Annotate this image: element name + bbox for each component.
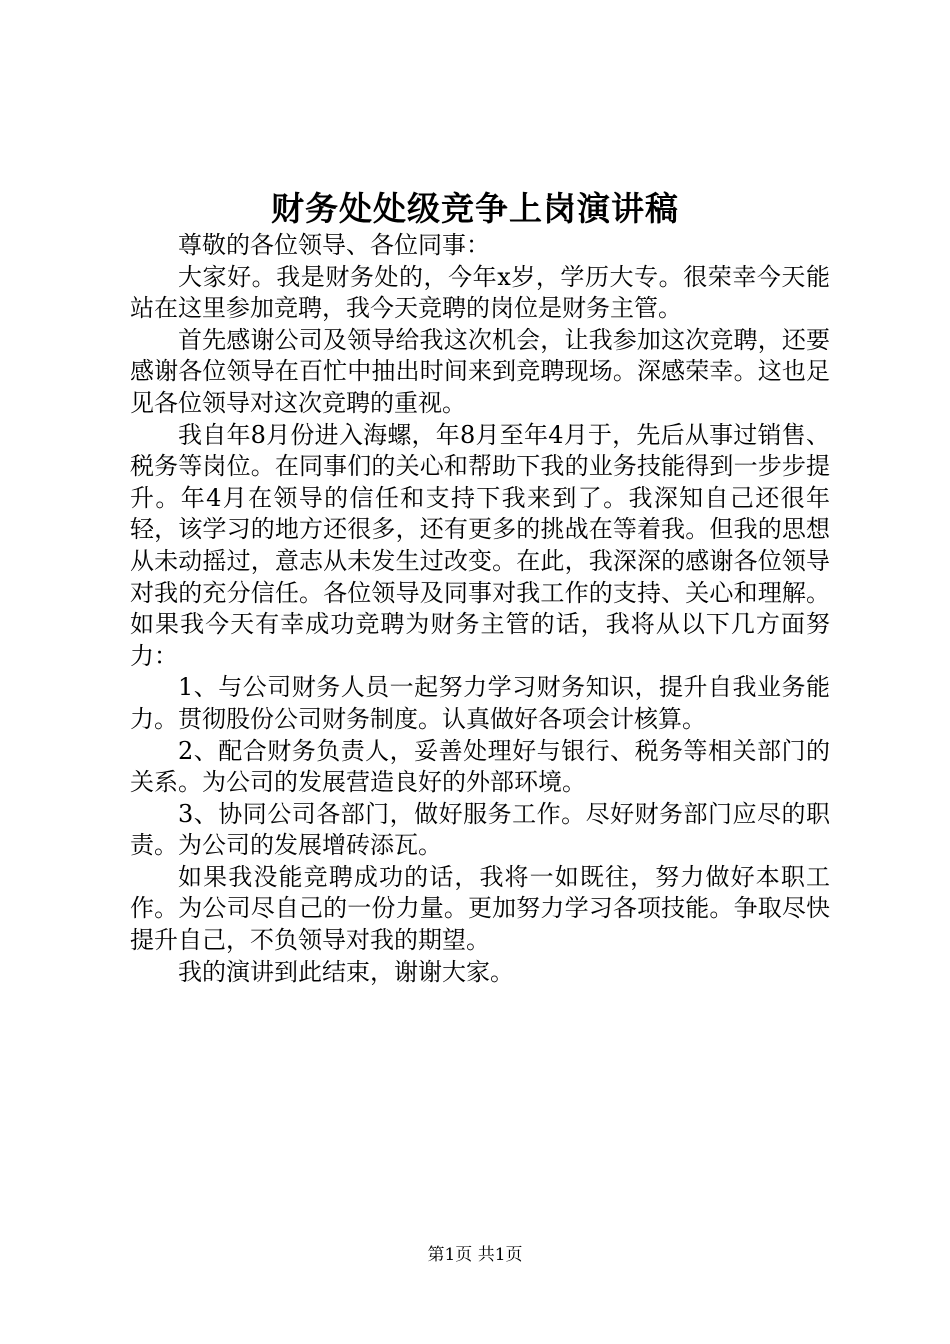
- paragraph-intro: 大家好。我是财务处的，今年x岁，学历大专。很荣幸今天能站在这里参加竞聘，我今天竞聘的岗位是财务主管。: [130, 262, 830, 323]
- salutation: 尊敬的各位领导、各位同事：: [178, 231, 490, 259]
- paragraph-closing: 我的演讲到此结束，谢谢大家。: [178, 957, 514, 986]
- list-item-3: 3、协同公司各部门，做好服务工作。尽好财务部门应尽的职责。为公司的发展增砖添瓦。: [130, 799, 830, 860]
- list-item-2: 2、配合财务负责人，妥善处理好与银行、税务等相关部门的关系。为公司的发展营造良好的外部环境。: [130, 736, 830, 797]
- paragraph-fallback: 如果我没能竞聘成功的话，我将一如既往，努力做好本职工作。为公司尽自己的一份力量。更加努力学习各项技能。争取尽快提升自己，不负领导对我的期望。: [130, 862, 830, 955]
- document-title: 财务处处级竞争上岗演讲稿: [271, 189, 679, 228]
- paragraph-thanks: 首先感谢公司及领导给我这次机会，让我参加这次竞聘，还要感谢各位领导在百忙中抽出时间来到竞聘现场。深感荣幸。这也足见各位领导对这次竞聘的重视。: [130, 325, 830, 417]
- page-footer: 第1页 共1页: [427, 1245, 523, 1265]
- document-body: [130, 230, 830, 988]
- list-item-1: 1、与公司财务人员一起努力学习财务知识，提升自我业务能力。贯彻股份公司财务制度。认真做好各项会计核算。: [130, 673, 830, 733]
- paragraph-experience: 我自年8月份进入海螺，年8月至年4月于，先后从事过销售、税务等岗位。在同事们的关心和帮助下我的业务技能得到一步步提升。年4月在领导的信任和支持下我来到了。我深知自己还很年轻，该学习的地方还很多，还有更多的挑战在等着我。但我的思想从未动摇过，意志从未发生过改变。在此，我深深的感谢各位领导对我的充分信任。各位领导及同事对我工作的支持、关心和理解。如果我今天有幸成功竞聘为财务主管的话，我将从以下几方面努力：: [130, 420, 830, 670]
